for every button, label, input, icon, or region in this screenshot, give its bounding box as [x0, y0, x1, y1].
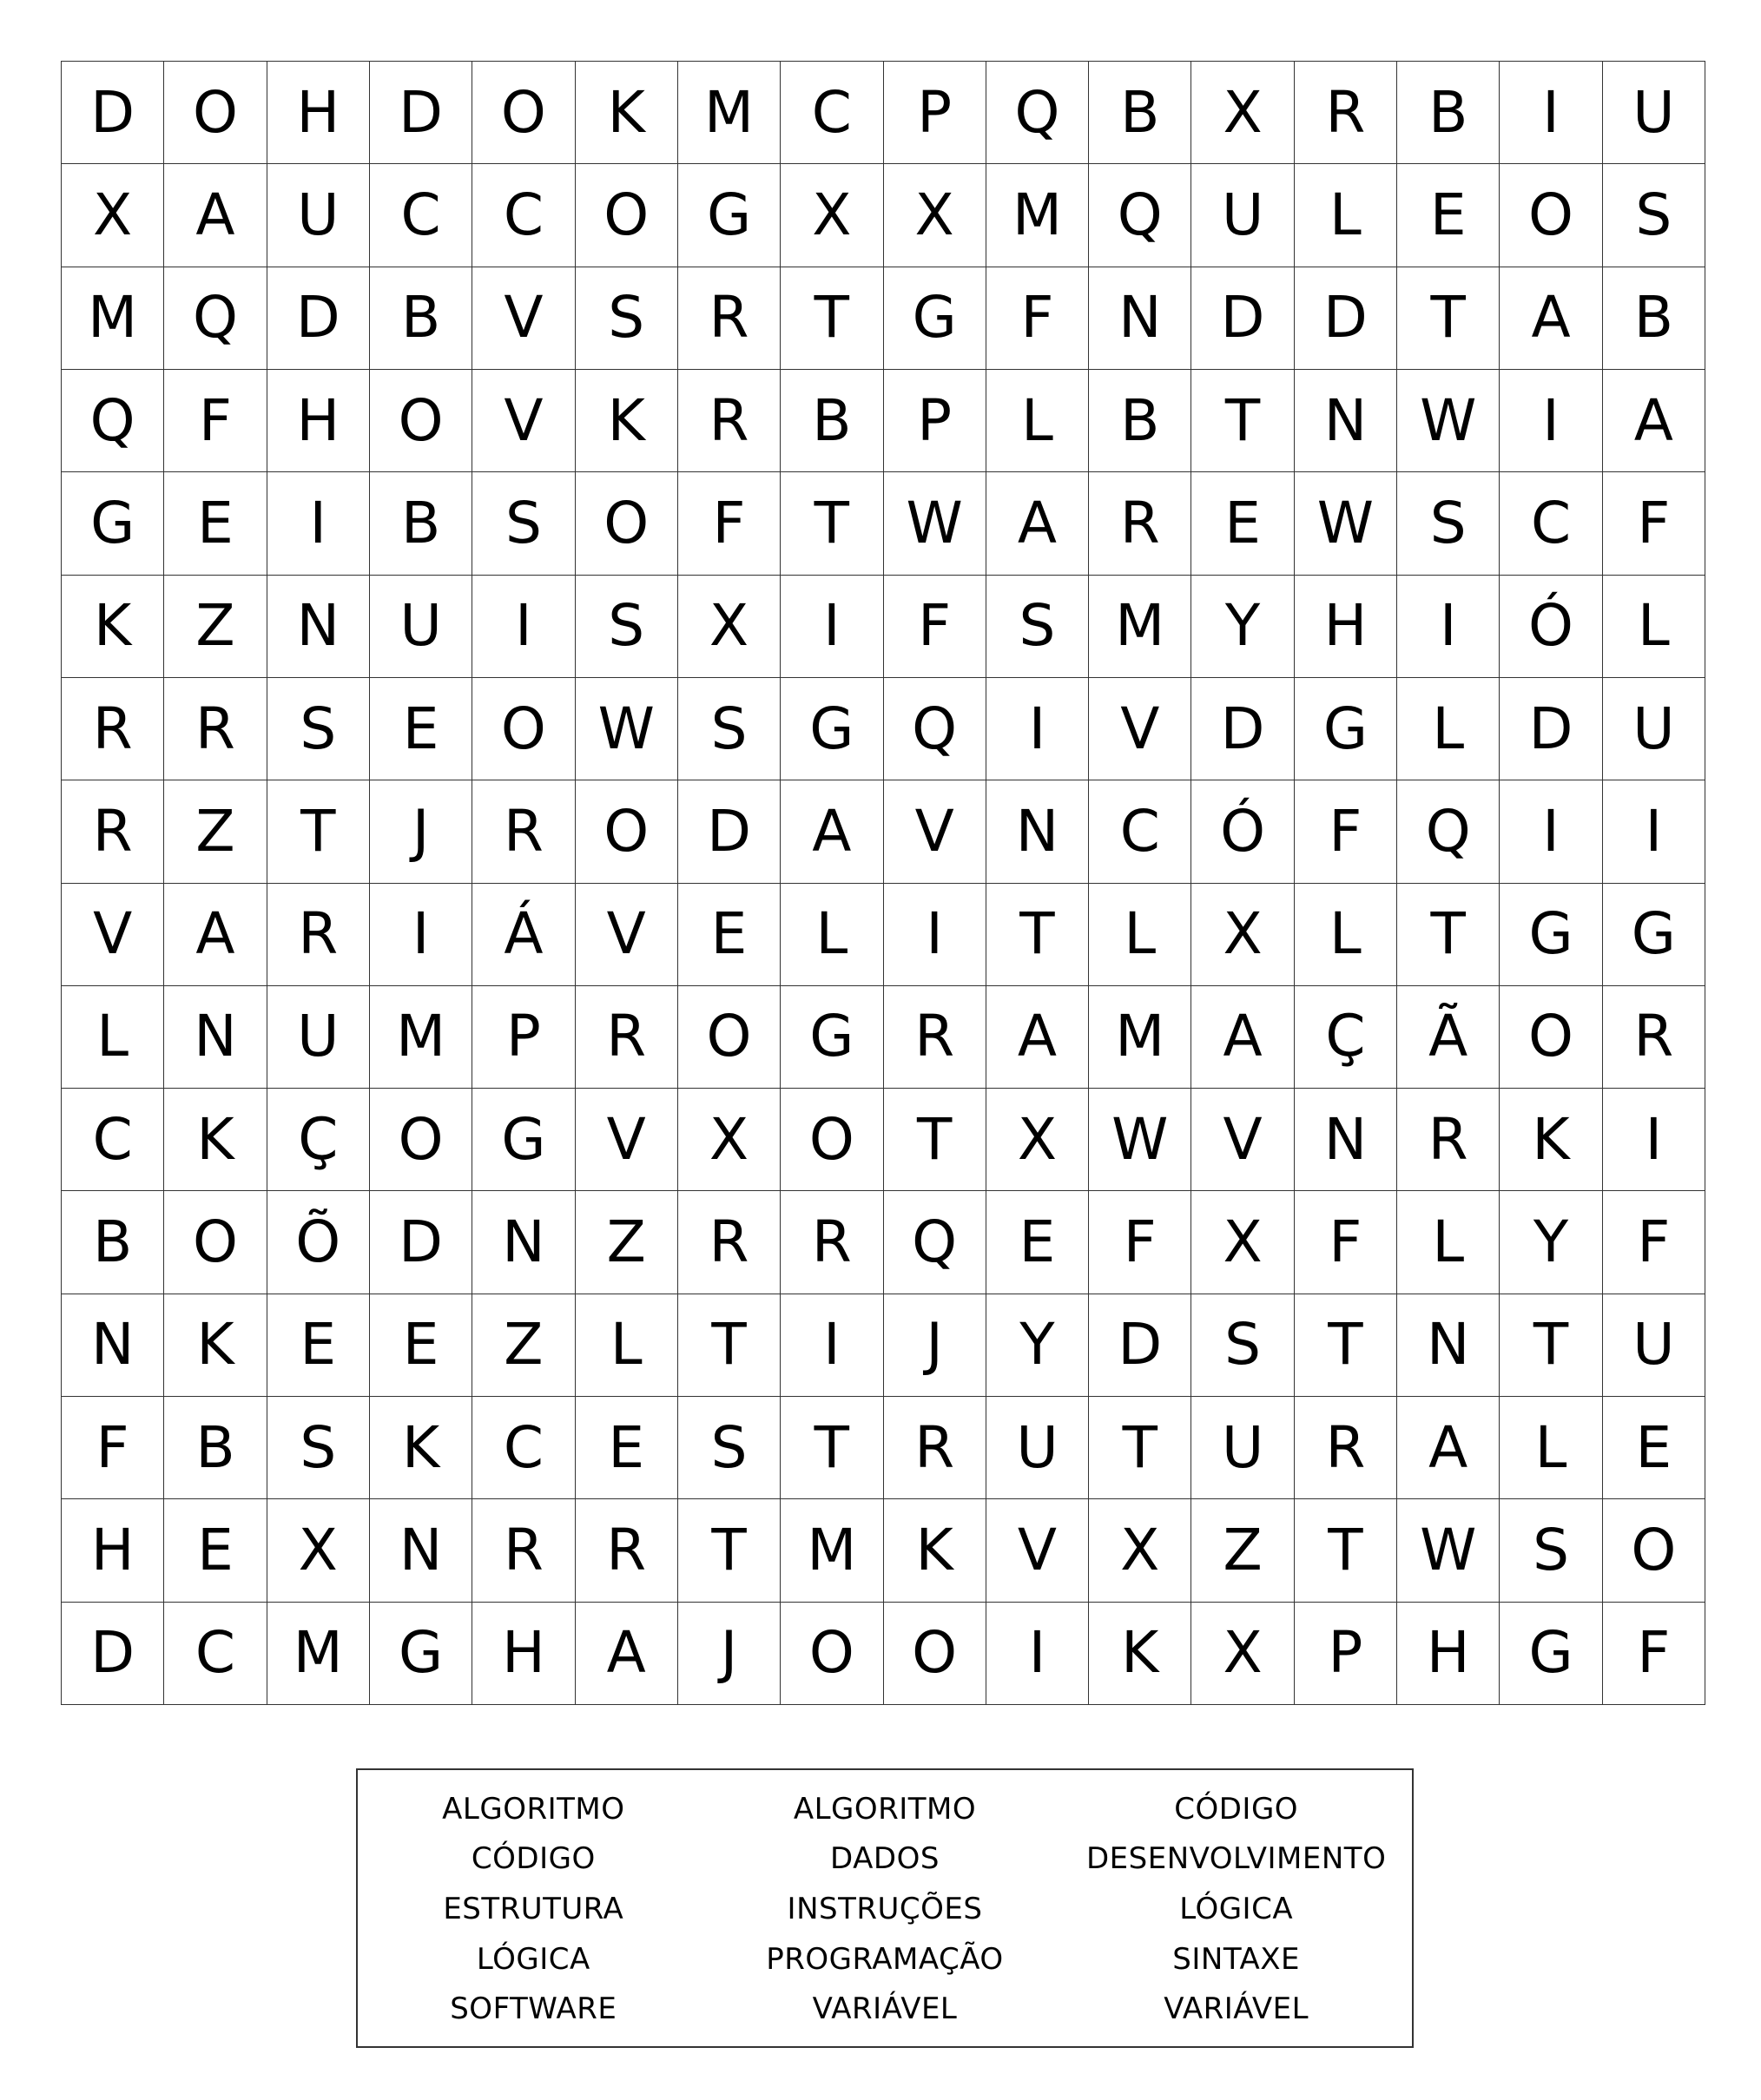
grid-cell[interactable]: X	[884, 164, 986, 267]
grid-cell[interactable]: T	[1191, 370, 1294, 472]
grid-cell[interactable]: S	[1191, 1294, 1294, 1397]
grid-cell[interactable]: D	[1295, 267, 1397, 370]
grid-cell[interactable]: L	[1397, 678, 1500, 780]
grid-cell[interactable]: E	[1191, 472, 1294, 575]
grid-cell[interactable]: E	[576, 1397, 678, 1499]
grid-cell[interactable]: U	[267, 164, 370, 267]
grid-cell[interactable]: N	[62, 1294, 164, 1397]
grid-cell[interactable]: V	[986, 1499, 1089, 1602]
grid-cell[interactable]: I	[1500, 780, 1602, 883]
grid-cell[interactable]: K	[1089, 1603, 1191, 1705]
grid-cell[interactable]: P	[884, 62, 986, 164]
grid-cell[interactable]: G	[884, 267, 986, 370]
grid-cell[interactable]: G	[1295, 678, 1397, 780]
grid-cell[interactable]: Y	[1191, 576, 1294, 678]
grid-cell[interactable]: R	[678, 267, 781, 370]
grid-cell[interactable]: T	[781, 267, 883, 370]
grid-cell[interactable]: V	[472, 370, 575, 472]
grid-cell[interactable]: V	[62, 884, 164, 986]
grid-cell[interactable]: M	[1089, 986, 1191, 1089]
grid-cell[interactable]: X	[1089, 1499, 1191, 1602]
grid-cell[interactable]: I	[781, 1294, 883, 1397]
grid-cell[interactable]: E	[370, 1294, 472, 1397]
grid-cell[interactable]: S	[576, 576, 678, 678]
grid-cell[interactable]: A	[781, 780, 883, 883]
grid-cell[interactable]: E	[164, 1499, 267, 1602]
word-bank-item: SOFTWARE	[450, 1991, 617, 2027]
grid-cell[interactable]: R	[1295, 1397, 1397, 1499]
grid-cell[interactable]: A	[1191, 986, 1294, 1089]
grid-cell[interactable]: B	[62, 1191, 164, 1294]
grid-cell[interactable]: B	[1603, 267, 1705, 370]
grid-cell[interactable]: C	[370, 164, 472, 267]
grid-cell[interactable]: O	[884, 1603, 986, 1705]
grid-cell[interactable]: Q	[986, 62, 1089, 164]
grid-cell[interactable]: D	[62, 1603, 164, 1705]
grid-cell[interactable]: B	[1089, 62, 1191, 164]
grid-cell[interactable]: W	[1397, 1499, 1500, 1602]
grid-cell[interactable]: I	[986, 678, 1089, 780]
grid-cell[interactable]: S	[1397, 472, 1500, 575]
grid-cell[interactable]: D	[370, 1191, 472, 1294]
grid-cell[interactable]: P	[884, 370, 986, 472]
grid-cell[interactable]: U	[1603, 1294, 1705, 1397]
grid-cell[interactable]: G	[678, 164, 781, 267]
grid-cell[interactable]: S	[678, 678, 781, 780]
grid-cell[interactable]: F	[678, 472, 781, 575]
grid-cell[interactable]: A	[1603, 370, 1705, 472]
grid-cell[interactable]: I	[1397, 576, 1500, 678]
grid-cell[interactable]: X	[1191, 1191, 1294, 1294]
grid-cell[interactable]: Ó	[1500, 576, 1602, 678]
grid-cell[interactable]: R	[1089, 472, 1191, 575]
grid-cell[interactable]: V	[576, 884, 678, 986]
grid-cell[interactable]: X	[267, 1499, 370, 1602]
grid-cell[interactable]: T	[1397, 267, 1500, 370]
grid-cell[interactable]: G	[781, 678, 883, 780]
grid-cell[interactable]: W	[884, 472, 986, 575]
grid-cell[interactable]: G	[1500, 1603, 1602, 1705]
grid-cell[interactable]: G	[472, 1089, 575, 1191]
grid-cell[interactable]: R	[678, 370, 781, 472]
grid-cell[interactable]: M	[781, 1499, 883, 1602]
grid-cell[interactable]: M	[678, 62, 781, 164]
grid-cell[interactable]: Z	[576, 1191, 678, 1294]
grid-cell[interactable]: M	[986, 164, 1089, 267]
grid-cell[interactable]: G	[62, 472, 164, 575]
grid-cell[interactable]: S	[267, 1397, 370, 1499]
grid-cell[interactable]: N	[1089, 267, 1191, 370]
grid-cell[interactable]: K	[62, 576, 164, 678]
grid-cell[interactable]: E	[164, 472, 267, 575]
grid-cell[interactable]: E	[267, 1294, 370, 1397]
grid-cell[interactable]: J	[884, 1294, 986, 1397]
grid-cell[interactable]: Z	[164, 780, 267, 883]
word-bank-item: LÓGICA	[1179, 1891, 1294, 1926]
grid-cell[interactable]: N	[986, 780, 1089, 883]
grid-cell[interactable]: I	[1603, 1089, 1705, 1191]
grid-cell[interactable]: C	[472, 164, 575, 267]
grid-cell[interactable]: R	[1603, 986, 1705, 1089]
grid-cell[interactable]: X	[62, 164, 164, 267]
grid-cell[interactable]: N	[1295, 370, 1397, 472]
grid-cell[interactable]: R	[1397, 1089, 1500, 1191]
grid-cell[interactable]: K	[576, 62, 678, 164]
word-bank-item: CÓDIGO	[471, 1841, 596, 1877]
grid-cell[interactable]: U	[267, 986, 370, 1089]
grid-cell[interactable]: I	[884, 884, 986, 986]
grid-cell[interactable]: F	[1295, 780, 1397, 883]
grid-cell[interactable]: H	[267, 370, 370, 472]
grid-cell[interactable]: L	[62, 986, 164, 1089]
grid-cell[interactable]: A	[164, 164, 267, 267]
grid-cell[interactable]: A	[986, 472, 1089, 575]
grid-cell[interactable]: V	[472, 267, 575, 370]
grid-cell[interactable]: O	[576, 164, 678, 267]
grid-cell[interactable]: R	[884, 986, 986, 1089]
grid-cell[interactable]: O	[472, 62, 575, 164]
word-bank-item: LÓGICA	[476, 1941, 590, 1977]
grid-cell[interactable]: F	[164, 370, 267, 472]
grid-cell[interactable]: K	[884, 1499, 986, 1602]
grid-cell[interactable]: V	[1089, 678, 1191, 780]
grid-cell[interactable]: T	[884, 1089, 986, 1191]
grid-cell[interactable]: O	[576, 472, 678, 575]
word-bank-item: ALGORITMO	[793, 1791, 977, 1827]
grid-cell[interactable]: X	[1191, 62, 1294, 164]
grid-cell[interactable]: B	[1089, 370, 1191, 472]
grid-cell[interactable]: H	[1295, 576, 1397, 678]
grid-cell[interactable]: R	[472, 1499, 575, 1602]
grid-cell[interactable]: S	[1603, 164, 1705, 267]
word-bank-item: SINTAXE	[1172, 1941, 1301, 1977]
grid-cell[interactable]: T	[678, 1499, 781, 1602]
grid-cell[interactable]: L	[986, 370, 1089, 472]
grid-cell[interactable]: C	[1089, 780, 1191, 883]
grid-cell[interactable]: N	[164, 986, 267, 1089]
word-bank-item: VARIÁVEL	[1164, 1991, 1309, 2027]
grid-cell[interactable]: G	[781, 986, 883, 1089]
grid-cell[interactable]: P	[1295, 1603, 1397, 1705]
grid-cell[interactable]: P	[472, 986, 575, 1089]
word-bank-item: ALGORITMO	[442, 1791, 625, 1827]
grid-cell[interactable]: S	[986, 576, 1089, 678]
grid-cell[interactable]: A	[576, 1603, 678, 1705]
grid-cell[interactable]: E	[1603, 1397, 1705, 1499]
grid-cell[interactable]: G	[370, 1603, 472, 1705]
grid-cell[interactable]: G	[1500, 884, 1602, 986]
grid-cell[interactable]: J	[678, 1603, 781, 1705]
grid-cell[interactable]: O	[164, 62, 267, 164]
grid-cell[interactable]: X	[678, 576, 781, 678]
grid-cell[interactable]: Ã	[1397, 986, 1500, 1089]
grid-cell[interactable]: E	[370, 678, 472, 780]
grid-cell[interactable]: R	[884, 1397, 986, 1499]
grid-cell[interactable]: E	[1397, 164, 1500, 267]
grid-cell[interactable]: Ç	[1295, 986, 1397, 1089]
grid-cell[interactable]: O	[370, 370, 472, 472]
grid-cell[interactable]: B	[164, 1397, 267, 1499]
grid-cell[interactable]: Z	[1191, 1499, 1294, 1602]
grid-cell[interactable]: O	[576, 780, 678, 883]
grid-cell[interactable]: O	[370, 1089, 472, 1191]
grid-cell[interactable]: E	[678, 884, 781, 986]
grid-cell[interactable]: W	[576, 678, 678, 780]
grid-cell[interactable]: X	[781, 164, 883, 267]
grid-cell[interactable]: C	[781, 62, 883, 164]
grid-cell[interactable]: U	[1191, 1397, 1294, 1499]
grid-cell[interactable]: K	[1500, 1089, 1602, 1191]
grid-cell[interactable]: O	[781, 1603, 883, 1705]
grid-cell[interactable]: I	[370, 884, 472, 986]
grid-cell[interactable]: I	[1500, 62, 1602, 164]
grid-cell[interactable]: L	[1295, 164, 1397, 267]
grid-cell[interactable]: M	[370, 986, 472, 1089]
grid-cell[interactable]: R	[164, 678, 267, 780]
grid-cell[interactable]: D	[370, 62, 472, 164]
word-bank-item: CÓDIGO	[1174, 1791, 1299, 1827]
grid-cell[interactable]: O	[781, 1089, 883, 1191]
grid-cell[interactable]: D	[267, 267, 370, 370]
grid-cell[interactable]: N	[1295, 1089, 1397, 1191]
grid-cell[interactable]: T	[781, 1397, 883, 1499]
grid-cell[interactable]: Q	[164, 267, 267, 370]
grid-cell[interactable]: K	[576, 370, 678, 472]
grid-cell[interactable]: B	[781, 370, 883, 472]
grid-cell[interactable]: B	[1397, 62, 1500, 164]
grid-cell[interactable]: B	[370, 267, 472, 370]
grid-cell[interactable]: W	[1089, 1089, 1191, 1191]
grid-cell[interactable]: Q	[884, 1191, 986, 1294]
grid-cell[interactable]: N	[1397, 1294, 1500, 1397]
grid-cell[interactable]: L	[1397, 1191, 1500, 1294]
grid-cell[interactable]: D	[678, 780, 781, 883]
grid-cell[interactable]: V	[884, 780, 986, 883]
grid-cell[interactable]: T	[678, 1294, 781, 1397]
grid-cell[interactable]: L	[1089, 884, 1191, 986]
grid-cell[interactable]: R	[472, 780, 575, 883]
grid-cell[interactable]: I	[472, 576, 575, 678]
grid-cell[interactable]: W	[1295, 472, 1397, 575]
grid-cell[interactable]: R	[576, 1499, 678, 1602]
grid-cell[interactable]: D	[1191, 267, 1294, 370]
grid-cell[interactable]: C	[472, 1397, 575, 1499]
grid-cell[interactable]: K	[370, 1397, 472, 1499]
grid-cell[interactable]: S	[267, 678, 370, 780]
word-bank-item: DESENVOLVIMENTO	[1085, 1841, 1387, 1877]
word-bank	[356, 1768, 1414, 2048]
grid-cell[interactable]: U	[1191, 164, 1294, 267]
grid-cell[interactable]: T	[986, 884, 1089, 986]
grid-cell[interactable]: C	[164, 1603, 267, 1705]
grid-cell[interactable]: Á	[472, 884, 575, 986]
grid-cell[interactable]: F	[1295, 1191, 1397, 1294]
grid-cell[interactable]: H	[62, 1499, 164, 1602]
grid-cell[interactable]: J	[370, 780, 472, 883]
grid-cell[interactable]: Q	[62, 370, 164, 472]
grid-cell[interactable]: A	[986, 986, 1089, 1089]
grid-cell[interactable]: Q	[1089, 164, 1191, 267]
grid-cell[interactable]: I	[267, 472, 370, 575]
word-bank-item: PROGRAMAÇÃO	[766, 1941, 1004, 1977]
grid-cell[interactable]: U	[986, 1397, 1089, 1499]
grid-cell[interactable]: W	[1397, 370, 1500, 472]
grid-cell[interactable]: N	[370, 1499, 472, 1602]
grid-cell[interactable]: U	[1603, 62, 1705, 164]
grid-cell[interactable]: H	[1397, 1603, 1500, 1705]
grid-cell[interactable]: M	[62, 267, 164, 370]
grid-cell[interactable]: R	[62, 780, 164, 883]
grid-cell[interactable]: F	[1603, 472, 1705, 575]
grid-cell[interactable]: Z	[472, 1294, 575, 1397]
grid-cell[interactable]: O	[472, 678, 575, 780]
grid-cell[interactable]: T	[1397, 884, 1500, 986]
grid-cell[interactable]: K	[164, 1089, 267, 1191]
grid-cell[interactable]: I	[986, 1603, 1089, 1705]
grid-cell[interactable]: R	[576, 986, 678, 1089]
grid-cell[interactable]: K	[164, 1294, 267, 1397]
grid-cell[interactable]: A	[1500, 267, 1602, 370]
grid-cell[interactable]: U	[370, 576, 472, 678]
grid-cell[interactable]: X	[1191, 1603, 1294, 1705]
grid-cell[interactable]: D	[1191, 678, 1294, 780]
grid-cell[interactable]: M	[1089, 576, 1191, 678]
grid-cell[interactable]: O	[678, 986, 781, 1089]
grid-cell[interactable]: O	[164, 1191, 267, 1294]
grid-cell[interactable]: H	[267, 62, 370, 164]
grid-cell[interactable]: T	[1295, 1294, 1397, 1397]
grid-cell[interactable]: B	[370, 472, 472, 575]
grid-cell[interactable]: A	[164, 884, 267, 986]
grid-cell[interactable]: I	[1603, 780, 1705, 883]
grid-cell[interactable]: O	[1603, 1499, 1705, 1602]
grid-cell[interactable]: F	[62, 1397, 164, 1499]
grid-cell[interactable]: R	[781, 1191, 883, 1294]
grid-cell[interactable]: T	[1295, 1499, 1397, 1602]
grid-cell[interactable]: Y	[1500, 1191, 1602, 1294]
grid-cell[interactable]: V	[576, 1089, 678, 1191]
word-bank-item: INSTRUÇÕES	[787, 1891, 983, 1926]
grid-cell[interactable]: A	[1397, 1397, 1500, 1499]
grid-cell[interactable]: R	[1295, 62, 1397, 164]
grid-cell[interactable]: F	[1603, 1603, 1705, 1705]
grid-cell[interactable]: Ó	[1191, 780, 1294, 883]
grid-cell[interactable]: N	[472, 1191, 575, 1294]
grid-cell[interactable]: F	[1089, 1191, 1191, 1294]
grid-cell[interactable]: Y	[986, 1294, 1089, 1397]
grid-cell[interactable]: L	[1500, 1397, 1602, 1499]
word-bank-item: ESTRUTURA	[443, 1891, 624, 1926]
grid-cell[interactable]: C	[1500, 472, 1602, 575]
grid-cell[interactable]: C	[62, 1089, 164, 1191]
grid-cell[interactable]: F	[884, 576, 986, 678]
grid-cell[interactable]: Q	[1397, 780, 1500, 883]
grid-cell[interactable]: L	[781, 884, 883, 986]
grid-cell[interactable]: Z	[164, 576, 267, 678]
grid-cell[interactable]: L	[1295, 884, 1397, 986]
grid-cell[interactable]: D	[1089, 1294, 1191, 1397]
grid-cell[interactable]: I	[1500, 370, 1602, 472]
grid-cell[interactable]: F	[986, 267, 1089, 370]
grid-cell[interactable]: T	[267, 780, 370, 883]
grid-cell[interactable]: R	[267, 884, 370, 986]
grid-cell[interactable]: G	[1603, 884, 1705, 986]
grid-cell[interactable]: D	[62, 62, 164, 164]
grid-cell[interactable]: M	[267, 1603, 370, 1705]
grid-cell[interactable]: V	[1191, 1089, 1294, 1191]
grid-cell[interactable]: Q	[884, 678, 986, 780]
grid-cell[interactable]: S	[1500, 1499, 1602, 1602]
word-bank-item: VARIÁVEL	[812, 1991, 958, 2027]
grid-cell[interactable]: X	[1191, 884, 1294, 986]
grid-cell[interactable]: O	[1500, 164, 1602, 267]
grid-cell[interactable]: Ç	[267, 1089, 370, 1191]
grid-cell[interactable]: S	[678, 1397, 781, 1499]
grid-cell[interactable]: N	[267, 576, 370, 678]
grid-cell[interactable]: I	[781, 576, 883, 678]
grid-cell[interactable]: X	[986, 1089, 1089, 1191]
grid-cell[interactable]: L	[576, 1294, 678, 1397]
grid-cell[interactable]: T	[1089, 1397, 1191, 1499]
grid-cell[interactable]: U	[1603, 678, 1705, 780]
grid-cell[interactable]: S	[472, 472, 575, 575]
grid-cell[interactable]: D	[1500, 678, 1602, 780]
letter-grid	[61, 61, 1705, 1705]
grid-cell[interactable]: T	[781, 472, 883, 575]
grid-cell[interactable]: Õ	[267, 1191, 370, 1294]
grid-cell[interactable]: L	[1603, 576, 1705, 678]
grid-cell[interactable]: R	[62, 678, 164, 780]
grid-cell[interactable]: R	[678, 1191, 781, 1294]
grid-cell[interactable]: X	[678, 1089, 781, 1191]
grid-cell[interactable]: O	[1500, 986, 1602, 1089]
grid-cell[interactable]: E	[986, 1191, 1089, 1294]
grid-cell[interactable]: T	[1500, 1294, 1602, 1397]
word-bank-item: DADOS	[830, 1841, 940, 1877]
grid-cell[interactable]: S	[576, 267, 678, 370]
grid-cell[interactable]: H	[472, 1603, 575, 1705]
grid-cell[interactable]: F	[1603, 1191, 1705, 1294]
